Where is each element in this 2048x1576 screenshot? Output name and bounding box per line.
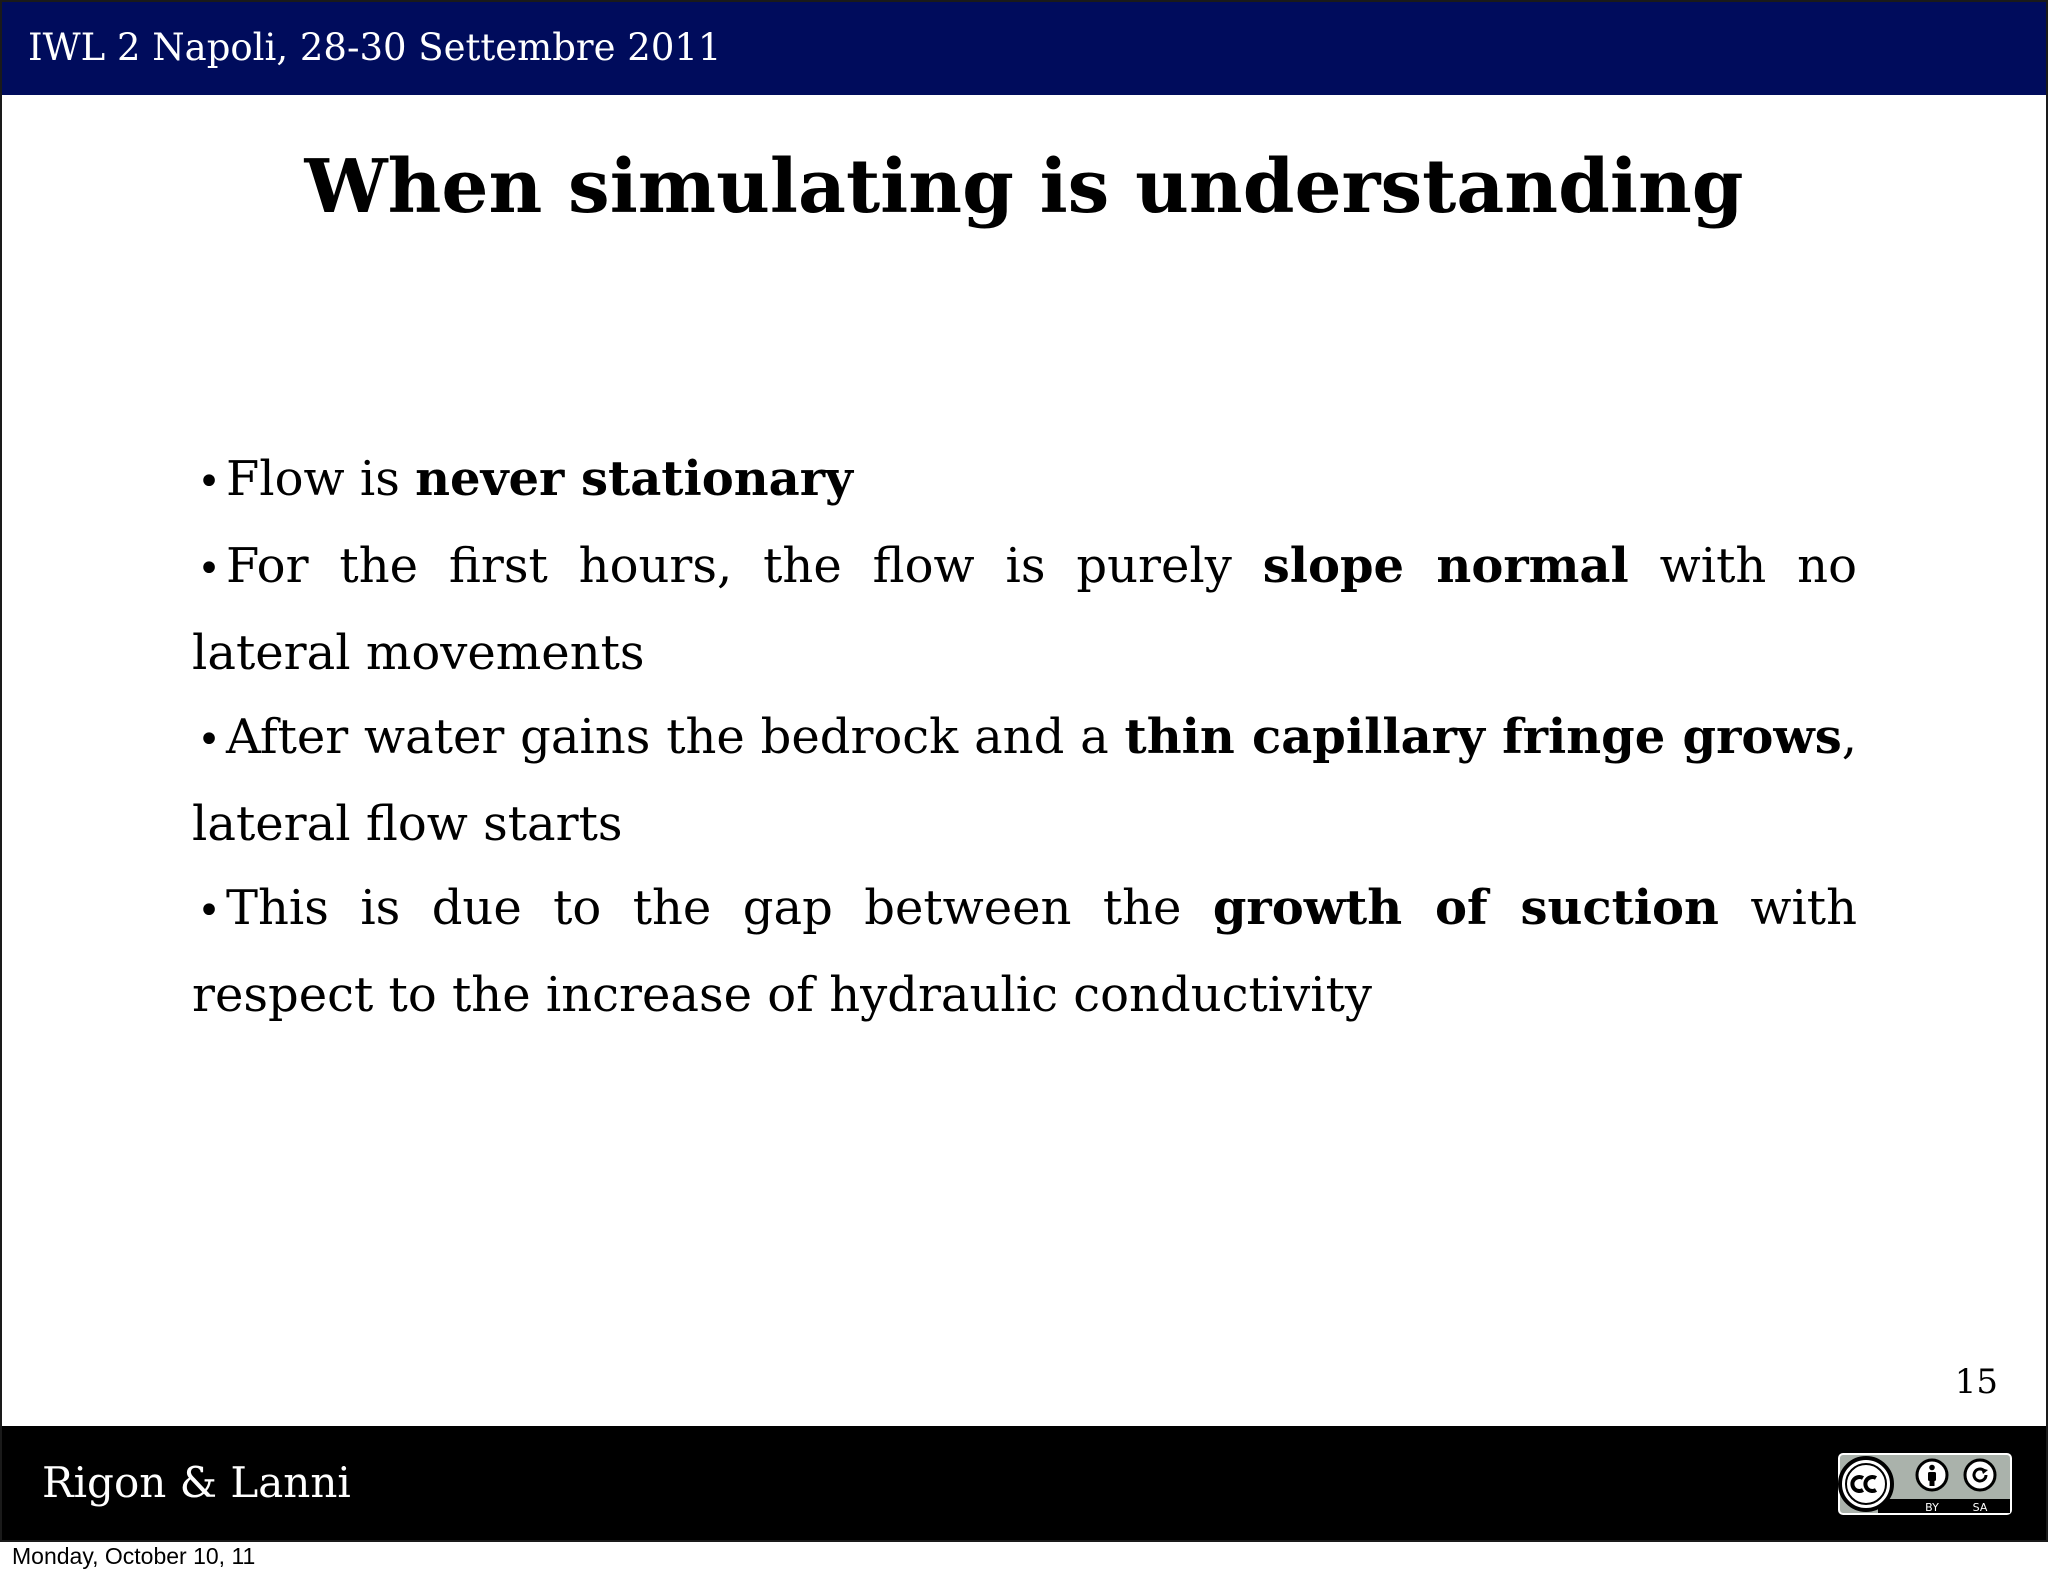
bullet-text: , lateral flow starts [192,709,1857,852]
bullet-dot-icon: • [197,888,221,934]
bullet-text: For the first hours, the flow is purely [226,538,1263,594]
slide-title: When simulating is understanding [304,144,1744,230]
bullet-item [192,437,1857,524]
bullet-item [192,695,1857,866]
sa-label: SA [1972,1501,1988,1514]
by-icon [1917,1460,1947,1490]
sa-icon [1965,1460,1995,1490]
bullet-dot-icon: • [197,717,221,763]
cc-icon [1840,1458,1892,1510]
bullet-text: Flow is [226,451,416,507]
bullet-emphasis: slope normal [1262,538,1629,594]
bullet-emphasis: never stationary [415,451,853,507]
date-stamp: Monday, October 10, 11 [12,1543,256,1569]
bullet-item [192,524,1857,695]
bullet-text: After water gains the bedrock and a [226,709,1125,765]
bullet-dot-icon: • [197,546,221,592]
header-event-title: IWL 2 Napoli, 28-30 Settembre 2011 [28,26,722,69]
bullet-text: This is due to the gap between the [226,880,1213,936]
header-bar [2,2,2046,95]
footer-authors: Rigon & Lanni [42,1458,351,1507]
bullet-text: with respect to the increase of hydraulic conductivity [192,880,1858,1023]
by-label: BY [1925,1501,1939,1514]
bullet-item [192,866,1857,1037]
page-number: 15 [1954,1362,1998,1402]
bullet-text: with no lateral movements [192,538,1857,681]
bullet-emphasis: thin capillary fringe grows [1124,709,1842,765]
bullet-list [192,437,1857,1037]
bullet-dot-icon: • [197,459,221,505]
footer-bar [2,1426,2046,1540]
cc-by-sa-license-badge[interactable] [1838,1453,2012,1515]
bullet-emphasis: growth of suction [1212,880,1719,936]
